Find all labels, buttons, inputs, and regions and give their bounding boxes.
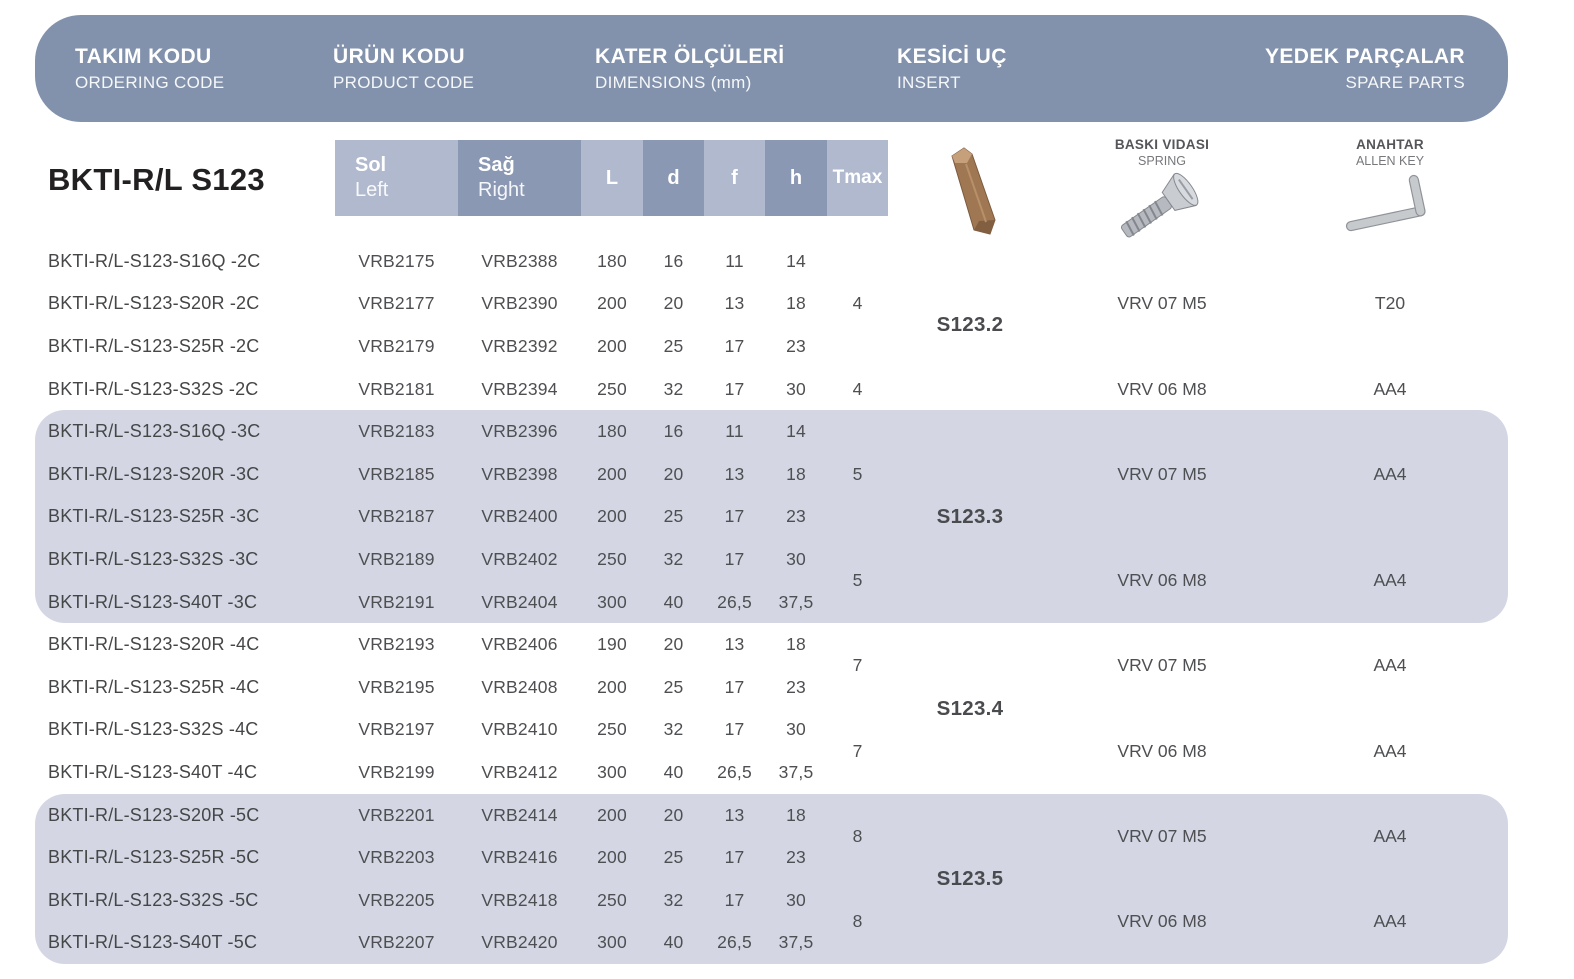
- ordering-code-cell: BKTI-R/L-S123-S16Q -3C: [48, 421, 261, 442]
- col-header-dim-l: L: [581, 140, 643, 216]
- product-code-left-cell: VRB2175: [358, 250, 435, 271]
- ordering-code-cell: BKTI-R/L-S123-S20R -2C: [48, 293, 260, 314]
- product-code-right-cell: VRB2390: [481, 293, 558, 314]
- product-code-left-cell: VRB2203: [358, 847, 435, 868]
- dim-h-cell: 14: [786, 421, 806, 442]
- header-subtitle: SPARE PARTS: [1345, 72, 1465, 92]
- allen-key-icon: [1335, 173, 1445, 239]
- allen-key-label-tr: ANAHTAR: [1356, 137, 1424, 152]
- allen-key-code: AA4: [1373, 911, 1407, 932]
- col-header-left-en: Left: [355, 179, 389, 201]
- dim-l-cell: 180: [597, 421, 627, 442]
- dim-l-cell: 200: [597, 463, 627, 484]
- ordering-code-cell: BKTI-R/L-S123-S32S -3C: [48, 548, 259, 569]
- ordering-code-cell: BKTI-R/L-S123-S16Q -2C: [48, 250, 261, 271]
- dim-l-cell: 250: [597, 378, 627, 399]
- tmax-value: 4: [852, 293, 863, 314]
- dim-l-cell: 200: [597, 335, 627, 356]
- table-row: [35, 794, 1508, 837]
- dim-d-cell: 16: [663, 421, 684, 442]
- dim-l-cell: 250: [597, 548, 627, 569]
- product-group: [35, 623, 1508, 793]
- dim-d-cell: 32: [663, 889, 684, 910]
- ordering-code-cell: BKTI-R/L-S123-S40T -4C: [48, 761, 258, 782]
- dim-f-cell: 17: [724, 378, 745, 399]
- dim-d-cell: 25: [663, 847, 684, 868]
- table-row: [35, 240, 1508, 283]
- col-header-dim-h: h: [765, 140, 827, 216]
- header-title: YEDEK PARÇALAR: [1264, 44, 1465, 68]
- insert-code: S123.5: [936, 866, 1004, 890]
- cutting-insert-icon: [922, 142, 1022, 242]
- allen-key-code: AA4: [1373, 655, 1407, 676]
- product-code-right-cell: VRB2402: [481, 548, 558, 569]
- dim-f-cell: 13: [724, 804, 745, 825]
- dim-h-cell: 37,5: [778, 932, 814, 953]
- dim-h-cell: 18: [786, 634, 806, 655]
- dim-f-cell: 13: [724, 634, 745, 655]
- col-header-left: [335, 140, 458, 216]
- product-code-left-cell: VRB2195: [358, 676, 435, 697]
- tmax-value: 4: [852, 378, 863, 399]
- dim-d-cell: 32: [663, 378, 684, 399]
- product-code-left-cell: VRB2183: [358, 421, 435, 442]
- dim-h-cell: 37,5: [778, 761, 814, 782]
- product-group: [35, 410, 1508, 623]
- product-code-right-cell: VRB2392: [481, 335, 558, 356]
- allen-key-code: AA4: [1373, 825, 1407, 846]
- dim-l-cell: 300: [597, 761, 627, 782]
- spring-screw-code: VRV 06 M8: [1117, 570, 1207, 591]
- header-insert: [897, 15, 1007, 122]
- dim-f-cell: 13: [724, 463, 745, 484]
- col-header-left-tr: Sol: [355, 154, 387, 176]
- dim-l-cell: 200: [597, 293, 627, 314]
- ordering-code-cell: BKTI-R/L-S123-S32S -2C: [48, 378, 259, 399]
- table-row: [35, 623, 1508, 666]
- header-subtitle: ORDERING CODE: [75, 72, 225, 92]
- dim-f-cell: 26,5: [717, 761, 752, 782]
- ordering-code-cell: BKTI-R/L-S123-S20R -5C: [48, 804, 260, 825]
- col-header-right-tr: Sağ: [478, 154, 515, 176]
- table-row: [35, 709, 1508, 752]
- tmax-value: 5: [852, 570, 863, 591]
- dim-l-cell: 190: [597, 634, 627, 655]
- table-row: [35, 368, 1508, 411]
- table-row: [35, 879, 1508, 922]
- product-code-left-cell: VRB2181: [358, 378, 435, 399]
- dim-h-cell: 23: [786, 676, 806, 697]
- col-header-dim-f: f: [704, 140, 765, 216]
- product-code-left-cell: VRB2197: [358, 719, 435, 740]
- insert-code: S123.3: [936, 504, 1004, 528]
- product-group: [35, 794, 1508, 964]
- product-code-left-cell: VRB2185: [358, 463, 435, 484]
- product-code-left-cell: VRB2191: [358, 591, 435, 612]
- tmax-value: 8: [852, 911, 863, 932]
- header-title: ÜRÜN KODU: [333, 44, 465, 68]
- dim-l-cell: 180: [597, 250, 627, 271]
- ordering-code-cell: BKTI-R/L-S123-S32S -4C: [48, 719, 259, 740]
- product-code-right-cell: VRB2394: [481, 378, 558, 399]
- dim-h-cell: 23: [786, 847, 806, 868]
- table-row: [35, 666, 1508, 709]
- header-ordering-code: [75, 15, 224, 122]
- col-header-right-en: Right: [478, 179, 525, 201]
- dim-l-cell: 200: [597, 847, 627, 868]
- dim-l-cell: 200: [597, 506, 627, 527]
- spring-screw-code: VRV 07 M5: [1117, 463, 1207, 484]
- spring-screw-code: VRV 06 M8: [1117, 378, 1207, 399]
- page-title: BKTI-R/L S123: [48, 162, 265, 197]
- dim-h-cell: 23: [786, 506, 806, 527]
- tmax-value: 7: [852, 655, 863, 676]
- dim-h-cell: 18: [786, 293, 806, 314]
- col-header-tmax: Tmax: [827, 140, 888, 216]
- product-code-left-cell: VRB2201: [358, 804, 435, 825]
- dim-d-cell: 20: [663, 634, 684, 655]
- product-group: [35, 240, 1508, 410]
- allen-key-code: AA4: [1373, 740, 1407, 761]
- dim-f-cell: 13: [724, 293, 745, 314]
- table-row: [35, 453, 1508, 496]
- dim-f-cell: 17: [724, 847, 745, 868]
- spring-screw-column-label: [1062, 137, 1262, 168]
- dim-d-cell: 25: [663, 335, 684, 356]
- dim-d-cell: 25: [663, 676, 684, 697]
- dim-h-cell: 23: [786, 335, 806, 356]
- spring-label-en: SPRING: [1138, 154, 1186, 168]
- table-row: [35, 538, 1508, 581]
- allen-key-label-en: ALLEN KEY: [1355, 154, 1425, 168]
- dim-f-cell: 11: [725, 250, 744, 271]
- ordering-code-cell: BKTI-R/L-S123-S32S -5C: [48, 889, 259, 910]
- table-row: [35, 922, 1508, 965]
- dim-h-cell: 18: [786, 463, 806, 484]
- allen-key-code: T20: [1374, 293, 1406, 314]
- table-row: [35, 581, 1508, 624]
- product-code-left-cell: VRB2187: [358, 506, 435, 527]
- dim-d-cell: 25: [663, 506, 684, 527]
- col-header-dim-d: d: [643, 140, 704, 216]
- product-code-left-cell: VRB2189: [358, 548, 435, 569]
- product-code-right-cell: VRB2404: [481, 591, 558, 612]
- dim-d-cell: 40: [663, 932, 684, 953]
- spring-screw-icon: [1100, 170, 1225, 242]
- product-code-left-cell: VRB2193: [358, 634, 435, 655]
- dim-d-cell: 32: [663, 548, 684, 569]
- table-row: [35, 410, 1508, 453]
- product-code-right-cell: VRB2406: [481, 634, 558, 655]
- spring-screw-code: VRV 07 M5: [1117, 655, 1207, 676]
- insert-code: S123.2: [936, 313, 1004, 337]
- allen-key-code: AA4: [1373, 570, 1407, 591]
- allen-key-code: AA4: [1373, 378, 1407, 399]
- header-subtitle: PRODUCT CODE: [333, 72, 475, 92]
- dim-l-cell: 200: [597, 676, 627, 697]
- dimension-subheader: [335, 140, 888, 216]
- spring-screw-code: VRV 06 M8: [1117, 740, 1207, 761]
- dim-f-cell: 17: [724, 548, 745, 569]
- ordering-code-cell: BKTI-R/L-S123-S25R -5C: [48, 847, 260, 868]
- product-code-left-cell: VRB2199: [358, 761, 435, 782]
- product-code-left-cell: VRB2207: [358, 932, 435, 953]
- ordering-code-cell: BKTI-R/L-S123-S25R -3C: [48, 506, 260, 527]
- ordering-code-cell: BKTI-R/L-S123-S40T -5C: [48, 932, 258, 953]
- dim-f-cell: 17: [724, 676, 745, 697]
- ordering-code-cell: BKTI-R/L-S123-S20R -4C: [48, 634, 260, 655]
- header-title: KESİCİ UÇ: [897, 44, 1007, 68]
- dim-l-cell: 300: [597, 591, 627, 612]
- product-code-left-cell: VRB2205: [358, 889, 435, 910]
- ordering-code-cell: BKTI-R/L-S123-S25R -4C: [48, 676, 260, 697]
- table-row: [35, 836, 1508, 879]
- product-code-right-cell: VRB2418: [481, 889, 558, 910]
- spring-screw-code: VRV 07 M5: [1117, 293, 1207, 314]
- ordering-code-cell: BKTI-R/L-S123-S20R -3C: [48, 463, 260, 484]
- table-row: [35, 283, 1508, 326]
- spring-screw-code: VRV 06 M8: [1117, 911, 1207, 932]
- product-code-right-cell: VRB2420: [481, 932, 558, 953]
- header-dimensions: [595, 15, 785, 122]
- dim-f-cell: 26,5: [717, 591, 752, 612]
- dim-d-cell: 40: [663, 761, 684, 782]
- header-subtitle: INSERT: [897, 72, 961, 92]
- dim-d-cell: 20: [663, 804, 684, 825]
- table-row: [35, 496, 1508, 539]
- product-code-right-cell: VRB2388: [481, 250, 558, 271]
- dim-h-cell: 30: [786, 548, 806, 569]
- header-title: KATER ÖLÇÜLERİ: [595, 44, 785, 68]
- insert-code: S123.4: [936, 696, 1004, 720]
- dim-h-cell: 30: [786, 378, 806, 399]
- dim-f-cell: 11: [725, 421, 744, 442]
- ordering-code-cell: BKTI-R/L-S123-S25R -2C: [48, 335, 260, 356]
- product-code-right-cell: VRB2396: [481, 421, 558, 442]
- product-code-right-cell: VRB2410: [481, 719, 558, 740]
- product-code-right-cell: VRB2412: [481, 761, 558, 782]
- header-title: TAKIM KODU: [75, 44, 212, 68]
- dim-h-cell: 37,5: [778, 591, 814, 612]
- dim-l-cell: 300: [597, 932, 627, 953]
- dim-h-cell: 14: [786, 250, 806, 271]
- header-product-code: [333, 15, 474, 122]
- dim-l-cell: 250: [597, 719, 627, 740]
- product-code-left-cell: VRB2179: [358, 335, 435, 356]
- dim-l-cell: 200: [597, 804, 627, 825]
- allen-key-code: AA4: [1373, 463, 1407, 484]
- tmax-value: 5: [852, 463, 863, 484]
- dim-d-cell: 40: [663, 591, 684, 612]
- spring-label-tr: BASKI VIDASI: [1114, 137, 1210, 152]
- dim-d-cell: 16: [663, 250, 684, 271]
- product-code-right-cell: VRB2416: [481, 847, 558, 868]
- product-code-left-cell: VRB2177: [358, 293, 435, 314]
- dim-d-cell: 32: [663, 719, 684, 740]
- product-code-right-cell: VRB2400: [481, 506, 558, 527]
- header-spare-parts: [1265, 15, 1465, 122]
- table-row: [35, 325, 1508, 368]
- dim-f-cell: 17: [724, 506, 745, 527]
- dim-f-cell: 17: [724, 719, 745, 740]
- allen-key-column-label: [1290, 137, 1490, 168]
- table-header-bar: [35, 15, 1508, 122]
- dim-f-cell: 17: [724, 335, 745, 356]
- dim-d-cell: 20: [663, 463, 684, 484]
- dim-h-cell: 30: [786, 889, 806, 910]
- tmax-value: 7: [852, 740, 863, 761]
- dim-h-cell: 18: [786, 804, 806, 825]
- header-subtitle: DIMENSIONS (mm): [595, 72, 752, 92]
- table-body: [35, 240, 1508, 966]
- dim-d-cell: 20: [663, 293, 684, 314]
- spring-screw-code: VRV 07 M5: [1117, 825, 1207, 846]
- ordering-code-cell: BKTI-R/L-S123-S40T -3C: [48, 591, 258, 612]
- dim-f-cell: 26,5: [717, 932, 752, 953]
- product-code-right-cell: VRB2408: [481, 676, 558, 697]
- product-code-right-cell: VRB2398: [481, 463, 558, 484]
- dim-f-cell: 17: [724, 889, 745, 910]
- table-row: [35, 751, 1508, 794]
- tmax-value: 8: [852, 825, 863, 846]
- col-header-right: [458, 140, 581, 216]
- dim-l-cell: 250: [597, 889, 627, 910]
- product-code-right-cell: VRB2414: [481, 804, 558, 825]
- dim-h-cell: 30: [786, 719, 806, 740]
